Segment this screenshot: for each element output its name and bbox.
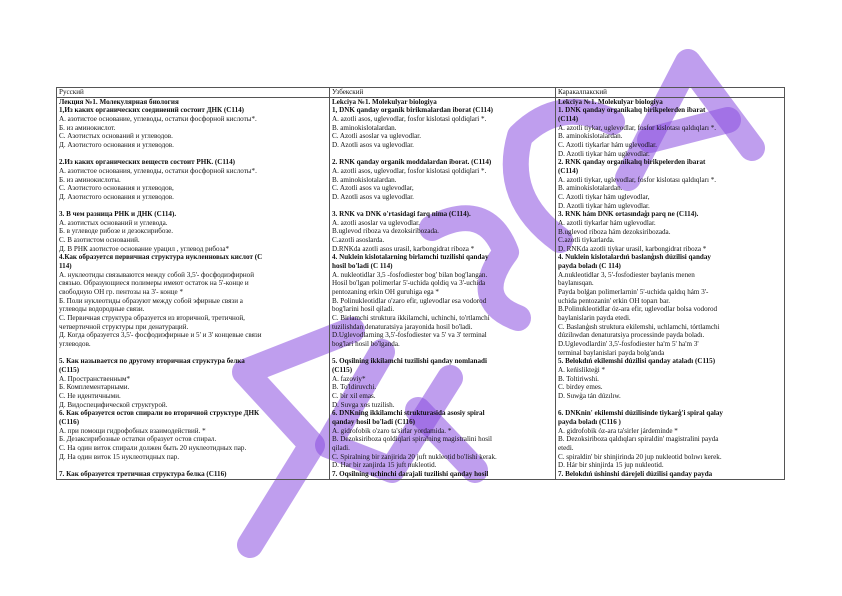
text-line: B.Polinukleotidlar óz-ara efir, uglevodlar bolsa vodorod — [558, 305, 718, 314]
text-line: D. Suwģa tán dúzılıw. — [558, 391, 621, 400]
text-line: С. Не идентичными. — [59, 391, 121, 400]
text-line: 5. Как называется по другому вторичная структура белка — [59, 357, 245, 366]
text-line — [59, 150, 327, 159]
text-line: (С116) — [59, 417, 80, 426]
text-line — [59, 202, 327, 211]
text-line: B. Dezoksiriboza qaldıqları spiraldin' magistralini payda — [558, 435, 719, 444]
header-russian: Русский — [57, 88, 330, 98]
text-line — [332, 150, 553, 159]
text-line: A. azotli asos, uglevodlar, fosfor kislotasi qoldiqlari *. — [332, 166, 487, 175]
text-line: Б. из аминокислот. — [59, 123, 116, 132]
text-line: 5. Oqsilning ikkilamchi tuzilishi qanday nomlanadi — [332, 357, 487, 366]
text-line: D. Azotli asos va uglevodlar. — [332, 140, 414, 149]
text-line: С. Азотистого основания и углеводов, — [59, 184, 174, 193]
text-line: D.RNKda azotli asos urasil, karbongidrat riboza * — [332, 244, 475, 253]
text-line: bog'larini hosil qiladi. — [332, 305, 395, 314]
text-line: 1,Из каких органических соединений состоит ДНК (С114) — [59, 106, 245, 115]
text-line: углеводов. — [59, 340, 91, 348]
text-line: 2.Из каких органических веществ состоит РНК. (С114) — [59, 158, 236, 167]
text-line: C.azotli asoslarda. — [332, 236, 385, 245]
text-line: 1. DNK qanday organikalıq birikpelerden ibarat — [558, 106, 706, 115]
text-line: B. Polinukleotidlar o'zaro efir, uglevodlar esa vodorod — [332, 296, 487, 305]
text-line: A. nukleotidlar 3,5 -fosfodiester bog' bilan bog'langan. — [332, 270, 488, 279]
text-line: свободную ОН гр. пентозы на 3'- конце * — [59, 288, 184, 297]
translation-table — [56, 87, 785, 480]
text-line: D. Azotli asos va uglevodlar. — [332, 192, 414, 201]
text-line: Б. из аминокислоты. — [59, 175, 121, 184]
text-line: А. азотистых оснований и углевода. — [59, 218, 168, 227]
text-line: 3. В чем разница РНК и ДНК (С114). — [59, 210, 177, 219]
text-line: Б. в углеводе рибозе и дезоксирибозе. — [59, 227, 174, 236]
text-line: A. azotli asoslar va uglevodlar. — [332, 218, 420, 227]
text-line: 4. Nuklein kislotalardıń baslanģısh dúzilisi qanday — [558, 253, 711, 262]
text-line: Б. Поли нуклеотиды образуют между собой эфирные связи а — [59, 296, 243, 305]
text-line: terminal baylanislari payda bolg'anda — [558, 348, 665, 357]
text-line: Д. На один виток 15 нуклеотидных пар. — [59, 452, 180, 461]
text-line: 6. DNKning ikkilamchi strukturasida asosiy spiral — [332, 409, 485, 418]
text-line: qanday hosil bo'ladi (C116) — [332, 417, 415, 426]
text-line: 2. RNK qanday organikalıq birikpelerden ibarat — [558, 158, 706, 167]
text-line: B. aminokislotalardan. — [558, 184, 623, 193]
text-line: A. azotli tiykar, uglevodlar, fosfor kislotası qaldıqları *. — [558, 123, 717, 132]
text-line: 6. DNKnin' ekilemshi dúzilisinde tiykarģ'i spiral qalay — [558, 409, 723, 418]
text-line: payda boladı (C116 ) — [558, 417, 621, 426]
text-line: Hosil bo'lgan polimerlar 5'-uchida qoldiq va 3'-uchida — [332, 279, 486, 288]
text-line: tuzilishdan denaturatsiya jarayonida hosil bo'ladi. — [332, 322, 473, 331]
text-line: dúzilıwdan denaturatsiya processinde payda boladı. — [558, 331, 705, 340]
text-line: pentozaning erkin OH guruhiga ega * — [332, 288, 439, 297]
text-line: C. bir xil emas. — [332, 391, 376, 400]
text-line: 4.Как образуется первичная структура нуклеиновых кислот (С — [59, 253, 263, 262]
text-line: C.azotli tiykarlarda. — [558, 236, 615, 245]
text-line: baylanısqan. — [558, 279, 594, 288]
text-line: C. birdey emes. — [558, 383, 603, 392]
text-line: C. Azotli asoslar va uglevodlar. — [332, 132, 422, 141]
text-line: 4. Nuklein kislotalarning birlamchi tuzilishi qanday — [332, 253, 489, 262]
text-line: Д. Видоспецифической структурой. — [59, 400, 168, 409]
text-line: Lekciya №1. Molekulyar biologiya — [332, 97, 437, 106]
text-line: baylanislarin payda etedi. — [558, 314, 631, 323]
text-line — [558, 401, 782, 410]
text-line: связью. Образующиеся полимеры имеют остаток на 5'-конце и — [59, 279, 249, 288]
text-line — [332, 202, 553, 211]
text-line: C. spiraldin' bir shinjirinda 20 jup nukleotid bolıwı kerek. — [558, 452, 722, 461]
text-line: B. aminokislotalardan. — [558, 132, 623, 141]
text-line: (C114) — [558, 166, 579, 175]
text-line: 2. RNK qanday organik moddalardan iborat. (C114) — [332, 158, 492, 167]
text-line: bog'lari hosil bo'lganda. — [332, 340, 400, 348]
text-line: Д. Азотистого основания и углеводов. — [59, 140, 174, 149]
text-line: B. Dezoksiriboza qoldiqlari spiralning magistralini hosil — [332, 435, 492, 444]
text-line: 5. Belokdıń ekilemshi dúzilisi qanday ataladı (C115) — [558, 357, 716, 366]
text-line: uchida pentozanin' erkin OH toparı bar. — [558, 296, 670, 305]
text-line: Д. В РНК азотистое основание урацил , углевод рибоза* — [59, 244, 230, 253]
text-line: 7. Belokdıń úshinshi dárejeli dúzilisi qanday payda — [558, 469, 713, 478]
text-line: А. Пространственным* — [59, 374, 130, 383]
text-line: С. Первичная структура образуется из вторичной, третичной, — [59, 314, 245, 323]
text-line: А. нуклеотиды связываются между собой 3,5'- фосфодиэфирной — [59, 270, 255, 279]
text-line: A. azotli asos, uglevodlar, fosfor kislotasi qoldiqlari *. — [332, 114, 487, 123]
text-line: C. Azotli tiykarlar hám uglevodlar. — [558, 140, 657, 149]
text-line: 1, DNK qanday organik birikmalardan iborat (C114) — [332, 106, 494, 115]
text-line: Б. Дезаксирибозные остатки образует остов спирал. — [59, 435, 217, 444]
header-uzbek: Узбекский — [330, 88, 556, 98]
text-line: A. gidrofobik óz-ara ta'sirler járdeminde * — [558, 426, 678, 435]
text-line: D. Hár bir shinjirda 15 jup nukleotid. — [558, 461, 664, 470]
content-row — [57, 97, 785, 479]
text-line: B. Toltiriwshi. — [558, 374, 599, 383]
text-line: 3. RNK va DNK o'rtasidagi farq nima (C114). — [332, 210, 471, 219]
text-line: (C114) — [558, 114, 579, 123]
text-line: D. RNKda azotli tiykar urasil, karbongidrat riboza * — [558, 244, 707, 253]
text-line: С. Азотистых оснований и углеводов. — [59, 132, 173, 141]
text-line: 6. Как образуется остов спирали во вторичной структуре ДНК — [59, 409, 260, 418]
text-line — [59, 349, 327, 358]
text-line — [332, 349, 553, 358]
text-line: C. Spiralning bir zanjirida 20 juft nukleotid bo'lishi kerak. — [332, 452, 497, 461]
text-line: B. aminokislotalardan. — [332, 123, 397, 132]
text-line: B.uglevod riboza va dezoksiribozada. — [332, 227, 439, 236]
text-line: D.Uglevodlarning 3,5'-fosfodiester va 5' va 3' terminal — [332, 331, 487, 340]
text-line: (C115) — [332, 365, 353, 374]
text-line: 7. Oqsilning uchinchi darajali tuzilishi qanday hosil — [332, 469, 489, 478]
text-line: C. Baslanģısh struktura ekilemshi, uchlamchi, tórtlamchi — [558, 322, 720, 331]
text-line: углеводы водородные связи. — [59, 305, 145, 314]
text-line: A. azotli tiykarlar hám uglevodlar. — [558, 218, 656, 227]
text-line: etedi. — [558, 443, 574, 452]
text-line: payda boladı (C 114) — [558, 262, 621, 271]
text-line: A. gidrofobik o'zaro ta'sirlar yordamida. * — [332, 426, 452, 435]
header-karakalpak: Каракалпакский — [556, 88, 785, 98]
header-row — [57, 88, 785, 98]
text-line: четвертичной структуры при денатураций. — [59, 322, 189, 331]
text-line: qiladi. — [332, 443, 350, 452]
text-line: C. Birlamchi struktura ikkilamchi, uchinchi, to'rtlamchi — [332, 314, 490, 323]
text-line: C. Azotli asos va uglevodlar, — [332, 184, 414, 193]
text-line: A. azotli tiykar, uglevodlar, fosfor kislotası qaldıqları *. — [558, 175, 717, 184]
text-line: Б. Комплементарными. — [59, 383, 130, 392]
text-line: Lekciya №1. Molekulyar biologiya — [558, 97, 663, 106]
uzbek-column — [330, 97, 556, 479]
text-line: А. азотистое основания, углеводы, остатки фосфорной кислоты*. — [59, 166, 257, 175]
text-line: Payda bolǵan polimerlarnin' 5'-uchida qaldıq hám 3'- — [558, 288, 709, 297]
text-line: A. fazoviy* — [332, 374, 366, 383]
text-line: (С115) — [59, 365, 80, 374]
karakalpak-column — [556, 97, 785, 479]
text-line: D. Har bir zanjirda 15 juft nukleotid. — [332, 461, 437, 470]
text-line: А. азотистое основание, углеводы, остатки фосфорной кислоты*. — [59, 114, 257, 123]
text-line: 7. Как образуется третичная структура белка (С116) — [59, 469, 227, 478]
text-line: 114) — [59, 262, 72, 271]
text-line: B. aminokislotalardan. — [332, 175, 397, 184]
text-line: С. На один виток спирали должен быть 20 нуклеотидных пар. — [59, 443, 247, 452]
text-line: 3. RNK hám DNK ortasındaģı parq ne (C114). — [558, 210, 699, 219]
text-line: Лекция №1. Молекулярная биология — [59, 97, 179, 106]
text-line: A.nukleotidlar 3, 5'-fosfodiester baylanis menen — [558, 270, 695, 279]
text-line: A. keńislikteģi * — [558, 366, 606, 374]
text-line: Д. Азотистого основания и углеводов. — [59, 192, 174, 201]
text-line: А. при помощи гидрофобных взаимодействий. * — [59, 426, 206, 435]
text-line: C. Azotli tiykar hám uglevodlar, — [558, 192, 650, 201]
text-line: D. Suvga xos tuzilish. — [332, 400, 395, 409]
text-line: D.Uglevodlardin' 3,5'-fosfodiester ha'm 5' ha'm 3' — [558, 340, 699, 349]
text-line: D. Azotli tiykar hám uglevodlar. — [558, 149, 650, 158]
russian-column — [57, 97, 330, 479]
text-line: D. Azotli tiykar hám uglevodlar. — [558, 201, 650, 210]
text-line: С. В азотистом оснований. — [59, 236, 140, 245]
text-line: Д. Когда образуется 3,5'- фосфодиэфирные и 5' и 3' концевые связи — [59, 331, 262, 340]
text-line: hosil bo'ladi (C 114) — [332, 262, 393, 271]
text-line — [59, 461, 327, 470]
text-line: B. To'ldiruvchi. — [332, 383, 377, 392]
text-line: B.uglevod riboza hám dezoksiribozada. — [558, 227, 671, 236]
